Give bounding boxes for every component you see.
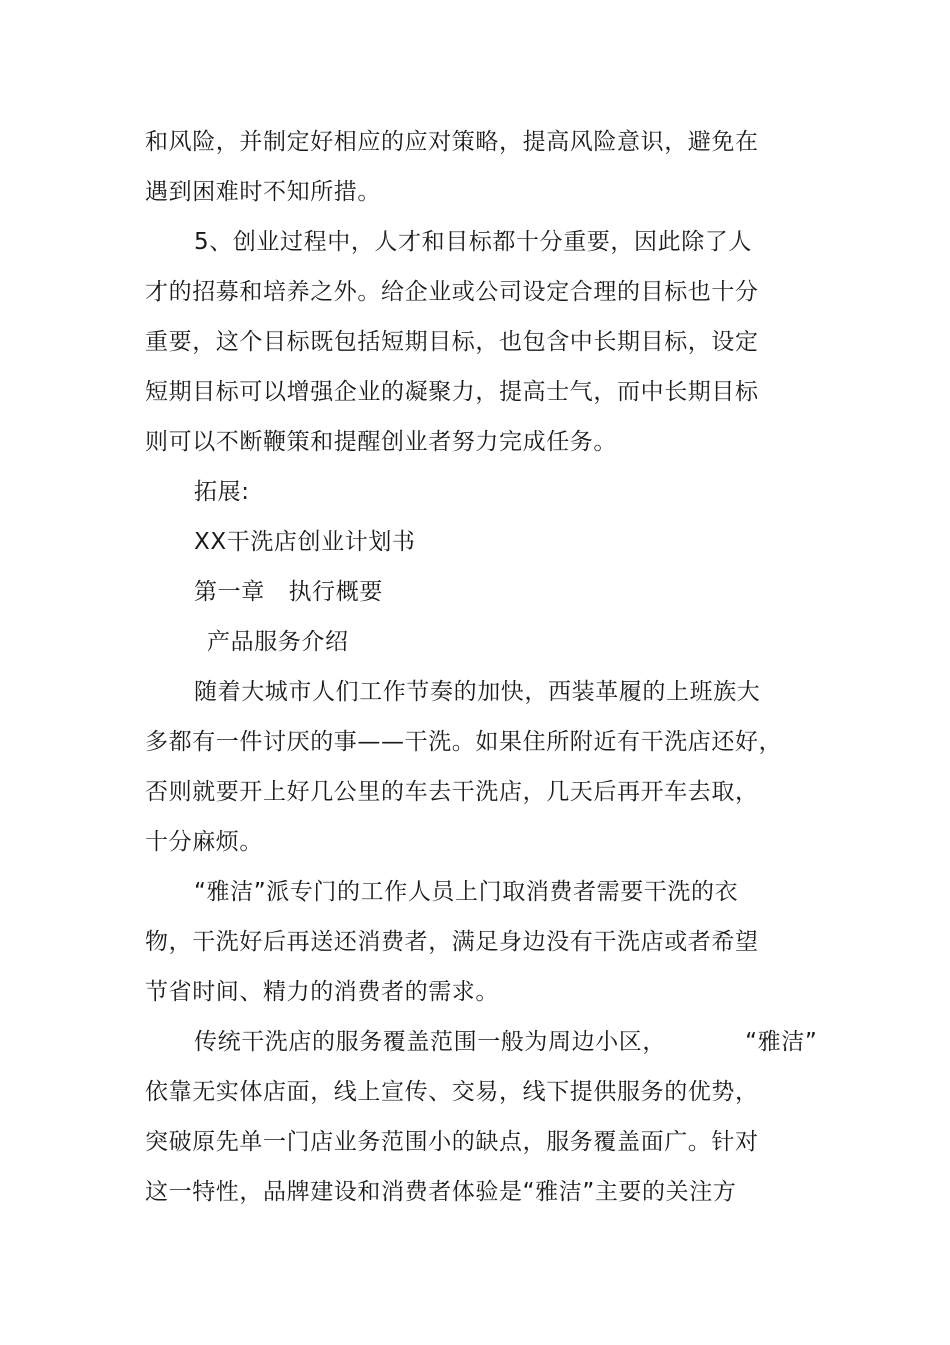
text-line: 物，干洗好后再送还消费者，满足身边没有干洗店或者希望 <box>145 929 759 955</box>
text-line: 遇到困难时不知所措。 <box>145 179 381 205</box>
text-line: 才的招募和培养之外。给企业或公司设定合理的目标也十分 <box>145 279 759 305</box>
text-line: 随着大城市人们工作节奏的加快，西装革履的上班族大 <box>194 679 761 705</box>
text-line: 5、创业过程中，人才和目标都十分重要，因此除了人 <box>194 229 753 255</box>
text-line: 节省时间、精力的消费者的需求。 <box>145 979 499 1005</box>
text-line: 依靠无实体店面，线上宣传、交易，线下提供服务的优势， <box>145 1079 759 1105</box>
section-title: XX干洗店创业计划书 <box>194 529 416 555</box>
text-line: 则可以不断鞭策和提醒创业者努力完成任务。 <box>145 429 617 455</box>
chapter-heading: 第一章 执行概要 <box>194 579 383 605</box>
text-line: 重要，这个目标既包括短期目标，也包含中长期目标，设定 <box>145 329 759 355</box>
text-line: 十分麻烦。 <box>145 829 263 855</box>
text-line: 突破原先单一门店业务范围小的缺点，服务覆盖面广。针对 <box>145 1129 759 1155</box>
text-line: 这一特性，品牌建设和消费者体验是“雅洁”主要的关注方 <box>145 1179 737 1205</box>
text-line: 和风险，并制定好相应的应对策略，提高风险意识，避免在 <box>145 129 759 155</box>
subsection-heading: 产品服务介绍 <box>207 629 349 655</box>
text-line: “雅洁”派专门的工作人员上门取消费者需要干洗的衣 <box>194 879 739 905</box>
text-line: 多都有一件讨厌的事——干洗。如果住所附近有干洗店还好， <box>145 729 783 755</box>
text-line: 短期目标可以增强企业的凝聚力，提高士气，而中长期目标 <box>145 379 759 405</box>
text-line: 否则就要开上好几公里的车去干洗店，几天后再开车去取， <box>145 779 759 805</box>
text-line: 传统干洗店的服务覆盖范围一般为周边小区， “雅洁” <box>194 1029 818 1055</box>
text-line: 拓展: <box>194 479 250 505</box>
